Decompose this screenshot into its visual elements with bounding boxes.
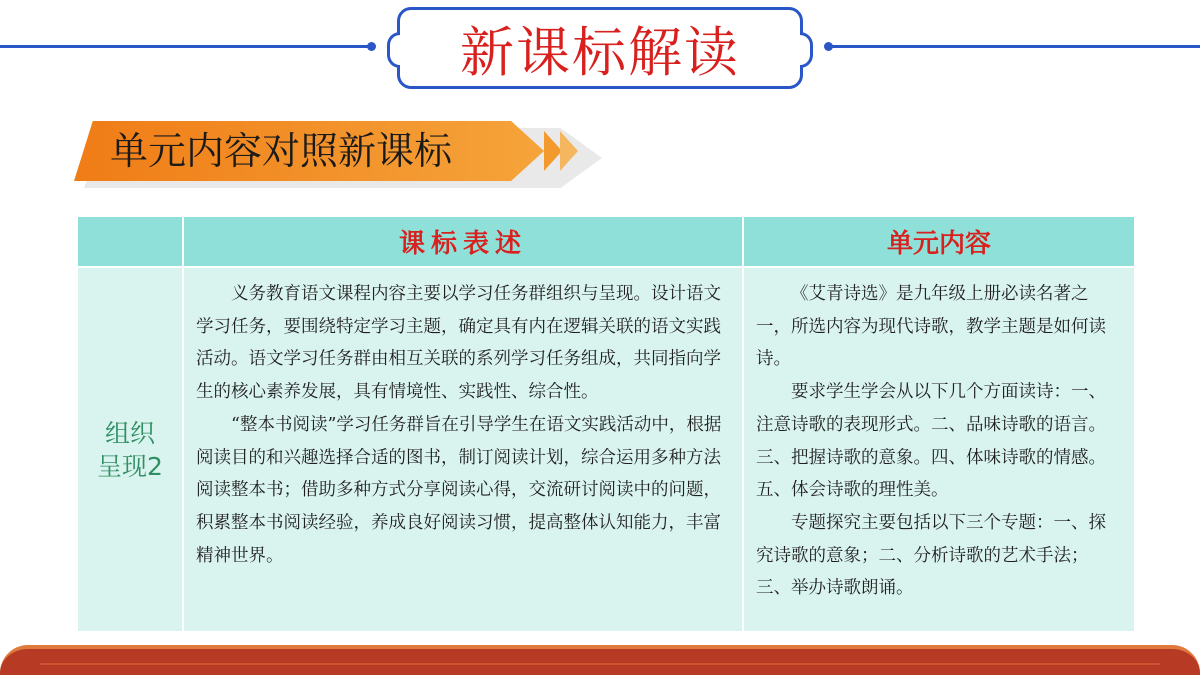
page-title: 新课标解读 [460, 20, 740, 84]
header-line-left [0, 45, 372, 48]
comparison-table [76, 215, 1136, 633]
footer-stripe [40, 663, 1160, 665]
section-title: 单元内容对照新课标 [110, 129, 453, 173]
title-frame [397, 7, 803, 89]
header-unit: 单元内容 [743, 216, 1135, 267]
header-line-right [828, 45, 1200, 48]
unit-paragraph-2: 要求学生学会从以下几个方面读诗：一、注意诗歌的表现形式。二、品味诗歌的语言。三、把握诗歌的意象。四、体味诗歌的情感。五、体会诗歌的理性美。 [756, 382, 1106, 501]
footer-decoration [0, 645, 1200, 675]
chevron-right-icon [560, 131, 578, 171]
standard-cell [183, 267, 743, 632]
unit-paragraph-1: 《艾青诗选》是九年级上册必读名著之一，所选内容为现代诗歌，教学主题是如何读诗。 [756, 284, 1106, 370]
standard-paragraph-1: 义务教育语文课程内容主要以学习任务群组织与呈现。设计语文学习任务，要围绕特定学习主题，确定具有内在逻辑关联的语文实践活动。语文学习任务群由相互关联的系列学习任务组成，共同指向学生的核心素养发展，具有情境性、实践性、综合性。 [196, 284, 721, 403]
row-label-line2: 呈现2 [97, 451, 163, 481]
header-blank [77, 216, 183, 267]
unit-cell [743, 267, 1135, 632]
header-standard: 课标表述 [183, 216, 743, 267]
row-label [77, 267, 183, 632]
row-label-line1: 组织 [104, 418, 155, 448]
table-header-row [77, 216, 1135, 267]
table-row [77, 267, 1135, 632]
standard-paragraph-2: “整本书阅读”学习任务群旨在引导学生在语文实践活动中，根据阅读目的和兴趣选择合适的图书，制订阅读计划，综合运用多种方法阅读整本书；借助多种方式分享阅读心得，交流研讨阅读中的问题，积累整本书阅读经验，养成良好阅读习惯，提高整体认知能力，丰富精神世界。 [196, 414, 722, 566]
unit-paragraph-3: 专题探究主要包括以下三个专题：一、探究诗歌的意象；二、分析诗歌的艺术手法；三、举办诗歌朗诵。 [756, 512, 1106, 599]
